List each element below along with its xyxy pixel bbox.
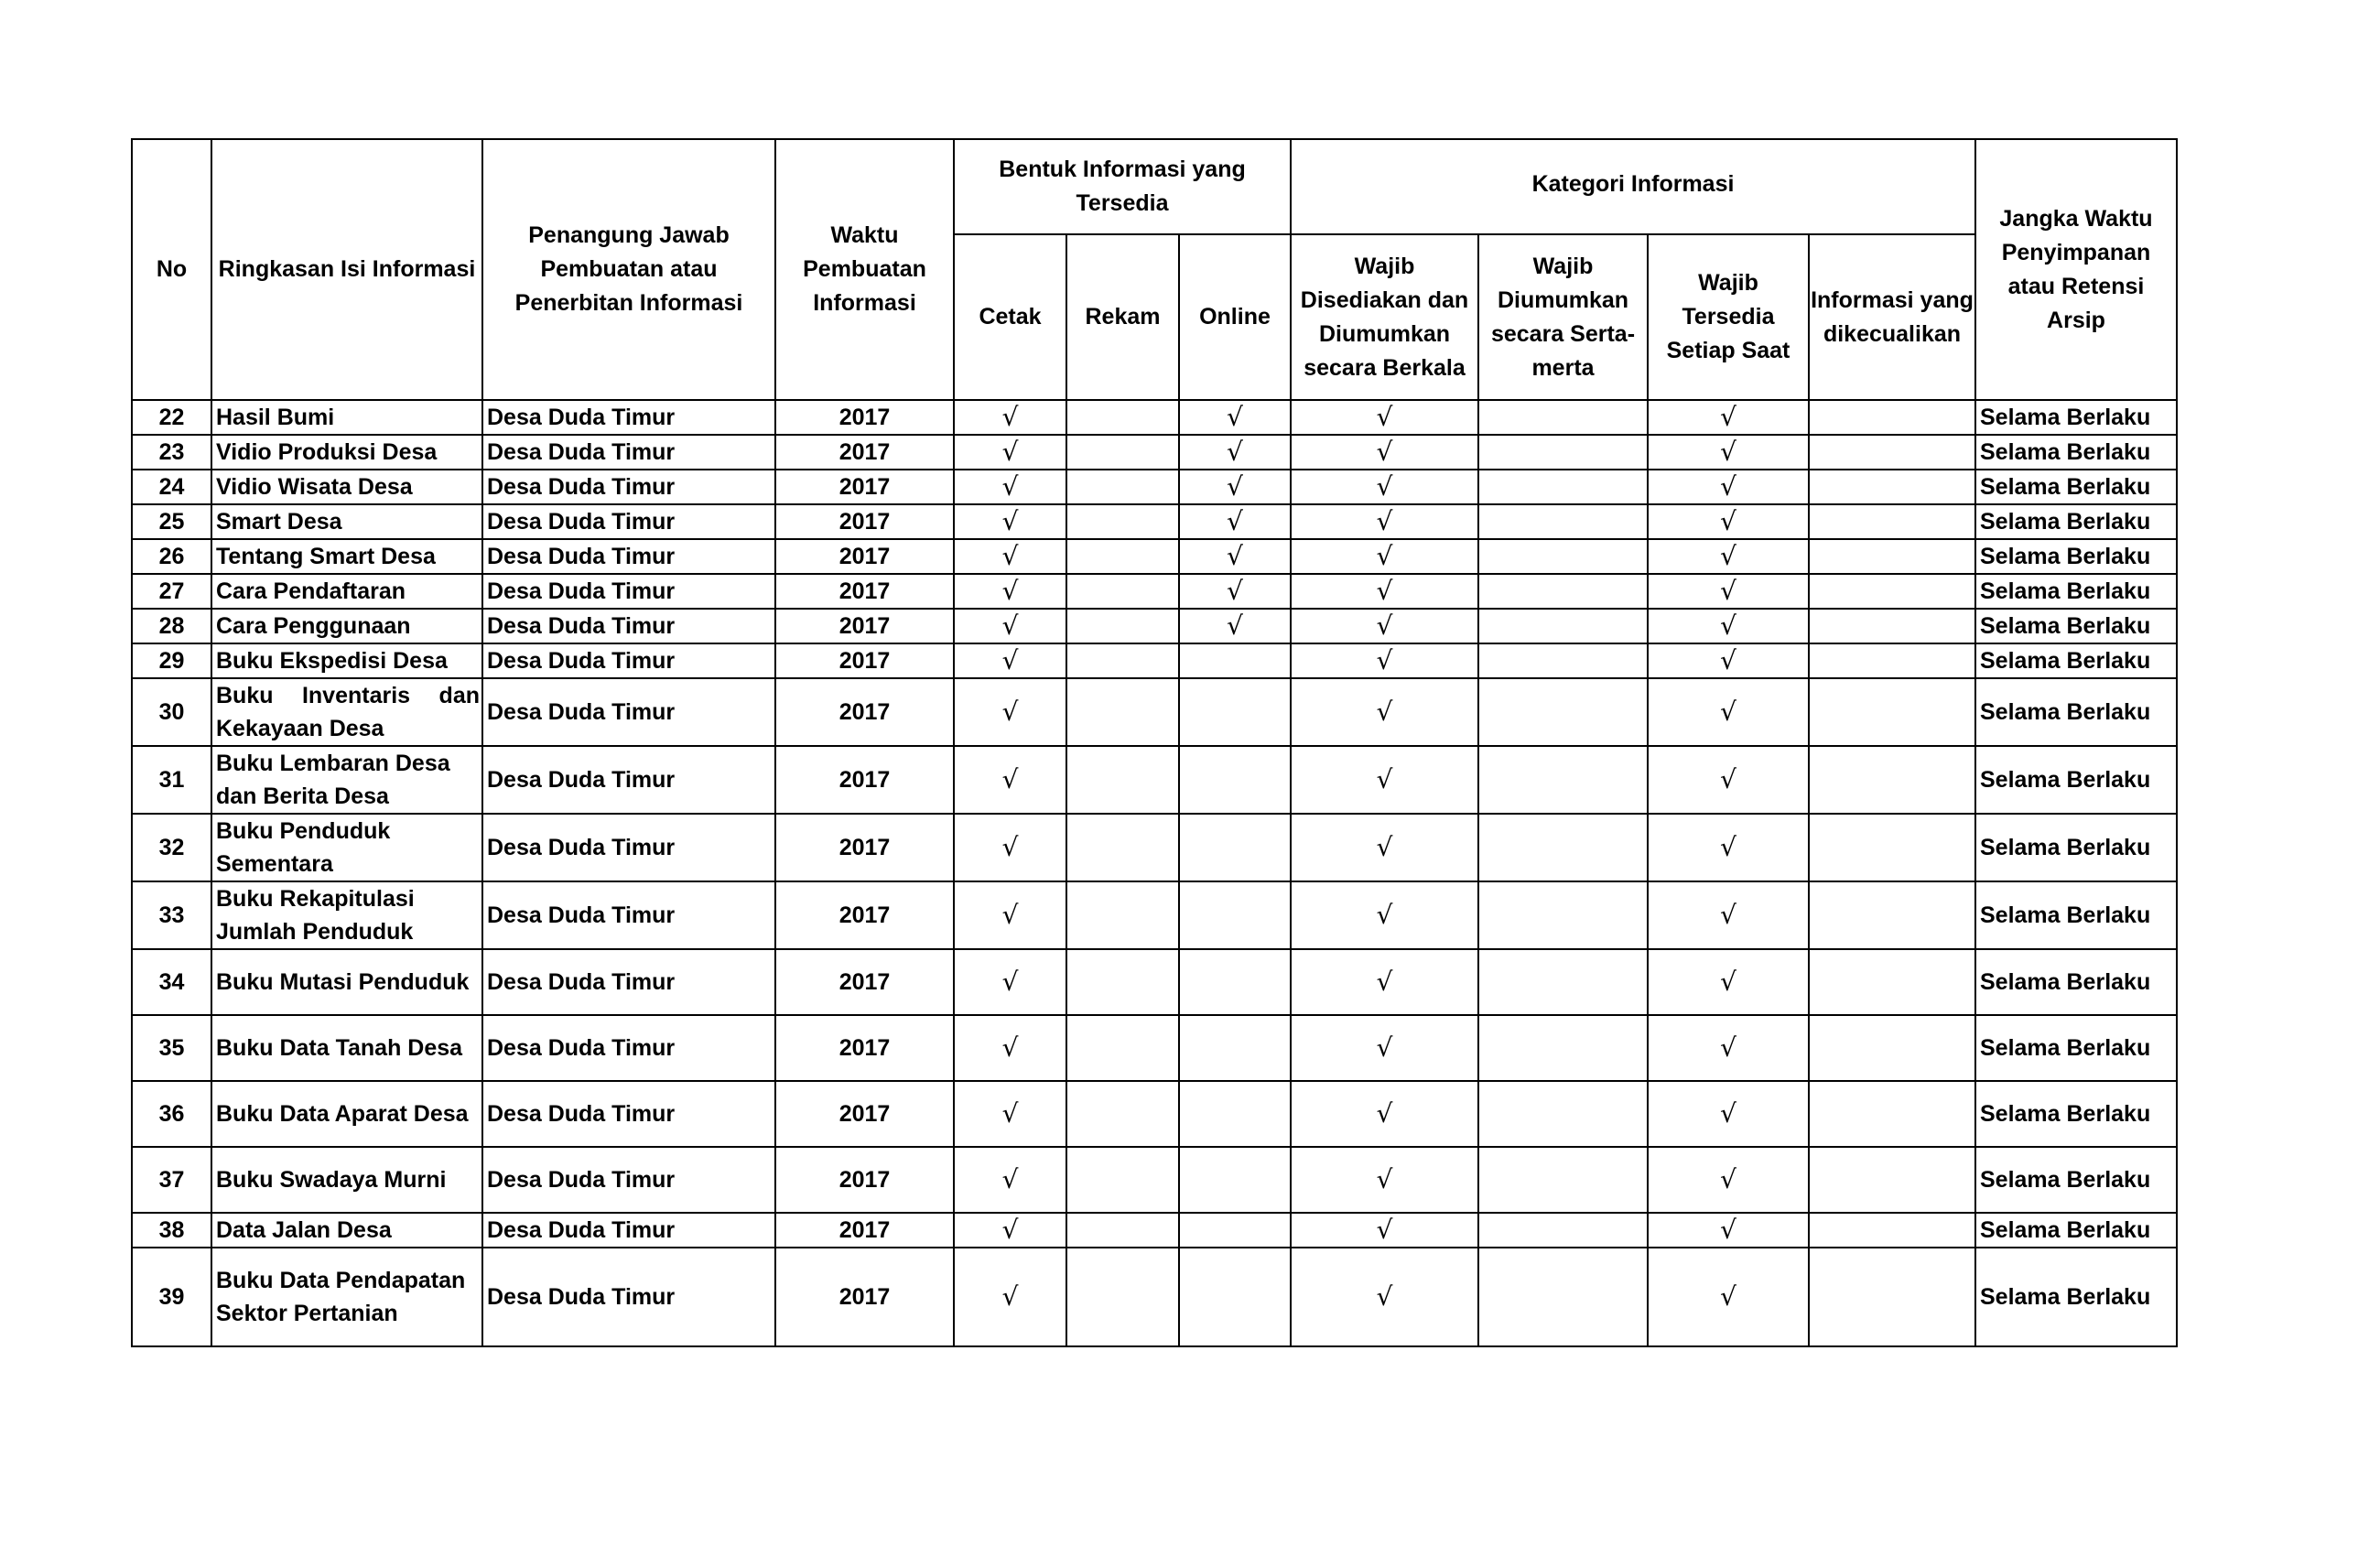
cell-rekam <box>1066 470 1179 504</box>
cell-ringkasan: Buku Inventaris dan Kekayaan Desa <box>211 678 482 746</box>
cell-rekam <box>1066 814 1179 881</box>
cell-ringkasan: Buku Swadaya Murni <box>211 1147 482 1213</box>
cell-wajib-berkala: √ <box>1291 609 1478 643</box>
cell-no: 28 <box>132 609 211 643</box>
cell-ringkasan: Buku Data Pendapatan Sektor Pertanian <box>211 1248 482 1346</box>
cell-cetak: √ <box>954 1081 1066 1147</box>
cell-no: 27 <box>132 574 211 609</box>
cell-no: 34 <box>132 949 211 1015</box>
table-row <box>132 1015 2177 1081</box>
cell-wajib-setiap-saat: √ <box>1648 1213 1809 1248</box>
cell-wajib-sertamerta <box>1478 504 1648 539</box>
cell-penanggung-jawab: Desa Duda Timur <box>482 643 775 678</box>
cell-waktu: 2017 <box>775 1081 954 1147</box>
table-row <box>132 746 2177 814</box>
cell-no: 35 <box>132 1015 211 1081</box>
cell-waktu: 2017 <box>775 1248 954 1346</box>
cell-no: 23 <box>132 435 211 470</box>
cell-online <box>1179 746 1291 814</box>
cell-jangka-waktu: Selama Berlaku <box>1975 643 2177 678</box>
cell-wajib-sertamerta <box>1478 678 1648 746</box>
table-row <box>132 949 2177 1015</box>
cell-wajib-berkala: √ <box>1291 1248 1478 1346</box>
cell-wajib-sertamerta <box>1478 1213 1648 1248</box>
header-ringkasan: Ringkasan Isi Informasi <box>211 139 482 400</box>
cell-ringkasan: Vidio Produksi Desa <box>211 435 482 470</box>
cell-dikecualikan <box>1809 574 1975 609</box>
cell-jangka-waktu: Selama Berlaku <box>1975 746 2177 814</box>
cell-cetak: √ <box>954 504 1066 539</box>
cell-penanggung-jawab: Desa Duda Timur <box>482 881 775 949</box>
table-row <box>132 678 2177 746</box>
cell-cetak: √ <box>954 678 1066 746</box>
cell-wajib-sertamerta <box>1478 539 1648 574</box>
cell-wajib-sertamerta <box>1478 1248 1648 1346</box>
cell-no: 24 <box>132 470 211 504</box>
cell-wajib-sertamerta <box>1478 1081 1648 1147</box>
cell-penanggung-jawab: Desa Duda Timur <box>482 539 775 574</box>
cell-cetak: √ <box>954 949 1066 1015</box>
cell-waktu: 2017 <box>775 881 954 949</box>
cell-dikecualikan <box>1809 678 1975 746</box>
cell-wajib-berkala: √ <box>1291 574 1478 609</box>
cell-wajib-sertamerta <box>1478 949 1648 1015</box>
cell-wajib-sertamerta <box>1478 643 1648 678</box>
table-row <box>132 609 2177 643</box>
cell-waktu: 2017 <box>775 400 954 435</box>
cell-cetak: √ <box>954 609 1066 643</box>
cell-no: 32 <box>132 814 211 881</box>
cell-wajib-setiap-saat: √ <box>1648 678 1809 746</box>
header-kategori-informasi: Kategori Informasi <box>1291 139 1975 234</box>
cell-jangka-waktu: Selama Berlaku <box>1975 881 2177 949</box>
cell-rekam <box>1066 678 1179 746</box>
cell-ringkasan: Buku Penduduk Sementara <box>211 814 482 881</box>
header-wajib-berkala: Wajib Disediakan dan Diumumkan secara Berkala <box>1291 234 1478 400</box>
cell-dikecualikan <box>1809 746 1975 814</box>
cell-wajib-setiap-saat: √ <box>1648 435 1809 470</box>
header-online: Online <box>1179 234 1291 400</box>
cell-ringkasan: Hasil Bumi <box>211 400 482 435</box>
cell-jangka-waktu: Selama Berlaku <box>1975 504 2177 539</box>
cell-dikecualikan <box>1809 504 1975 539</box>
cell-wajib-berkala: √ <box>1291 949 1478 1015</box>
cell-penanggung-jawab: Desa Duda Timur <box>482 746 775 814</box>
cell-wajib-berkala: √ <box>1291 470 1478 504</box>
cell-wajib-berkala: √ <box>1291 1147 1478 1213</box>
cell-jangka-waktu: Selama Berlaku <box>1975 1213 2177 1248</box>
cell-jangka-waktu: Selama Berlaku <box>1975 539 2177 574</box>
header-wajib-setiap-saat: Wajib Tersedia Setiap Saat <box>1648 234 1809 400</box>
cell-wajib-sertamerta <box>1478 1015 1648 1081</box>
cell-online <box>1179 1147 1291 1213</box>
cell-dikecualikan <box>1809 643 1975 678</box>
cell-dikecualikan <box>1809 1213 1975 1248</box>
table-row <box>132 435 2177 470</box>
cell-ringkasan: Buku Rekapitulasi Jumlah Penduduk <box>211 881 482 949</box>
cell-wajib-berkala: √ <box>1291 539 1478 574</box>
cell-online: √ <box>1179 609 1291 643</box>
cell-jangka-waktu: Selama Berlaku <box>1975 949 2177 1015</box>
table-header <box>132 139 2177 400</box>
cell-wajib-setiap-saat: √ <box>1648 1015 1809 1081</box>
cell-waktu: 2017 <box>775 504 954 539</box>
cell-ringkasan: Tentang Smart Desa <box>211 539 482 574</box>
cell-wajib-setiap-saat: √ <box>1648 949 1809 1015</box>
cell-jangka-waktu: Selama Berlaku <box>1975 1081 2177 1147</box>
cell-online: √ <box>1179 470 1291 504</box>
cell-dikecualikan <box>1809 1147 1975 1213</box>
cell-penanggung-jawab: Desa Duda Timur <box>482 814 775 881</box>
cell-cetak: √ <box>954 746 1066 814</box>
cell-online <box>1179 643 1291 678</box>
cell-waktu: 2017 <box>775 1015 954 1081</box>
table-row <box>132 814 2177 881</box>
cell-online <box>1179 1015 1291 1081</box>
cell-wajib-berkala: √ <box>1291 435 1478 470</box>
cell-dikecualikan <box>1809 400 1975 435</box>
cell-ringkasan: Buku Mutasi Penduduk <box>211 949 482 1015</box>
cell-ringkasan: Vidio Wisata Desa <box>211 470 482 504</box>
table-row <box>132 881 2177 949</box>
header-wajib-sertamerta: Wajib Diumumkan secara Serta-merta <box>1478 234 1648 400</box>
cell-rekam <box>1066 400 1179 435</box>
cell-cetak: √ <box>954 435 1066 470</box>
cell-ringkasan: Smart Desa <box>211 504 482 539</box>
cell-wajib-sertamerta <box>1478 609 1648 643</box>
table-row <box>132 470 2177 504</box>
cell-rekam <box>1066 609 1179 643</box>
cell-online: √ <box>1179 504 1291 539</box>
cell-waktu: 2017 <box>775 678 954 746</box>
header-penanggung-jawab: Penangung Jawab Pembuatan atau Penerbitan Informasi <box>482 139 775 400</box>
cell-ringkasan: Buku Data Tanah Desa <box>211 1015 482 1081</box>
cell-wajib-setiap-saat: √ <box>1648 1248 1809 1346</box>
cell-online <box>1179 1081 1291 1147</box>
cell-wajib-setiap-saat: √ <box>1648 814 1809 881</box>
cell-wajib-setiap-saat: √ <box>1648 643 1809 678</box>
cell-waktu: 2017 <box>775 814 954 881</box>
cell-wajib-berkala: √ <box>1291 1081 1478 1147</box>
cell-online <box>1179 1213 1291 1248</box>
cell-dikecualikan <box>1809 609 1975 643</box>
cell-wajib-sertamerta <box>1478 746 1648 814</box>
cell-penanggung-jawab: Desa Duda Timur <box>482 504 775 539</box>
cell-wajib-berkala: √ <box>1291 678 1478 746</box>
cell-cetak: √ <box>954 574 1066 609</box>
cell-penanggung-jawab: Desa Duda Timur <box>482 400 775 435</box>
cell-ringkasan: Data Jalan Desa <box>211 1213 482 1248</box>
cell-no: 22 <box>132 400 211 435</box>
cell-rekam <box>1066 746 1179 814</box>
cell-cetak: √ <box>954 881 1066 949</box>
cell-rekam <box>1066 643 1179 678</box>
cell-wajib-berkala: √ <box>1291 746 1478 814</box>
cell-online: √ <box>1179 400 1291 435</box>
cell-waktu: 2017 <box>775 949 954 1015</box>
cell-rekam <box>1066 1248 1179 1346</box>
table-row <box>132 400 2177 435</box>
cell-wajib-setiap-saat: √ <box>1648 470 1809 504</box>
header-bentuk-informasi: Bentuk Informasi yang Tersedia <box>954 139 1291 234</box>
table-row <box>132 1147 2177 1213</box>
cell-rekam <box>1066 539 1179 574</box>
cell-dikecualikan <box>1809 1081 1975 1147</box>
table-row <box>132 1213 2177 1248</box>
cell-wajib-berkala: √ <box>1291 1015 1478 1081</box>
cell-jangka-waktu: Selama Berlaku <box>1975 678 2177 746</box>
cell-wajib-setiap-saat: √ <box>1648 881 1809 949</box>
cell-wajib-berkala: √ <box>1291 400 1478 435</box>
cell-jangka-waktu: Selama Berlaku <box>1975 609 2177 643</box>
cell-wajib-sertamerta <box>1478 814 1648 881</box>
cell-no: 38 <box>132 1213 211 1248</box>
cell-rekam <box>1066 435 1179 470</box>
cell-online <box>1179 1248 1291 1346</box>
cell-wajib-berkala: √ <box>1291 881 1478 949</box>
cell-wajib-sertamerta <box>1478 574 1648 609</box>
cell-dikecualikan <box>1809 1015 1975 1081</box>
cell-jangka-waktu: Selama Berlaku <box>1975 814 2177 881</box>
cell-rekam <box>1066 949 1179 1015</box>
cell-cetak: √ <box>954 814 1066 881</box>
cell-wajib-setiap-saat: √ <box>1648 1081 1809 1147</box>
table-body <box>132 400 2177 1346</box>
header-dikecualikan: Informasi yang dikecualikan <box>1809 234 1975 400</box>
cell-wajib-setiap-saat: √ <box>1648 504 1809 539</box>
cell-cetak: √ <box>954 539 1066 574</box>
cell-waktu: 2017 <box>775 539 954 574</box>
cell-dikecualikan <box>1809 949 1975 1015</box>
cell-no: 39 <box>132 1248 211 1346</box>
cell-dikecualikan <box>1809 814 1975 881</box>
cell-cetak: √ <box>954 1213 1066 1248</box>
cell-jangka-waktu: Selama Berlaku <box>1975 470 2177 504</box>
table-row <box>132 1081 2177 1147</box>
cell-rekam <box>1066 504 1179 539</box>
cell-wajib-berkala: √ <box>1291 1213 1478 1248</box>
cell-no: 26 <box>132 539 211 574</box>
cell-jangka-waktu: Selama Berlaku <box>1975 1147 2177 1213</box>
cell-rekam <box>1066 1081 1179 1147</box>
cell-wajib-berkala: √ <box>1291 504 1478 539</box>
table-row <box>132 1248 2177 1346</box>
cell-rekam <box>1066 1213 1179 1248</box>
header-jangka-waktu: Jangka Waktu Penyimpanan atau Retensi Arsip <box>1975 139 2177 400</box>
cell-wajib-setiap-saat: √ <box>1648 1147 1809 1213</box>
cell-no: 33 <box>132 881 211 949</box>
cell-penanggung-jawab: Desa Duda Timur <box>482 1015 775 1081</box>
cell-penanggung-jawab: Desa Duda Timur <box>482 678 775 746</box>
cell-cetak: √ <box>954 1248 1066 1346</box>
cell-waktu: 2017 <box>775 1147 954 1213</box>
cell-jangka-waktu: Selama Berlaku <box>1975 574 2177 609</box>
cell-rekam <box>1066 1147 1179 1213</box>
cell-wajib-setiap-saat: √ <box>1648 746 1809 814</box>
cell-online: √ <box>1179 539 1291 574</box>
cell-penanggung-jawab: Desa Duda Timur <box>482 574 775 609</box>
cell-cetak: √ <box>954 643 1066 678</box>
cell-online <box>1179 678 1291 746</box>
cell-rekam <box>1066 881 1179 949</box>
cell-cetak: √ <box>954 400 1066 435</box>
cell-wajib-berkala: √ <box>1291 643 1478 678</box>
cell-waktu: 2017 <box>775 435 954 470</box>
cell-jangka-waktu: Selama Berlaku <box>1975 1248 2177 1346</box>
cell-ringkasan: Buku Ekspedisi Desa <box>211 643 482 678</box>
information-table <box>131 138 2178 1347</box>
header-rekam: Rekam <box>1066 234 1179 400</box>
cell-online <box>1179 881 1291 949</box>
cell-no: 31 <box>132 746 211 814</box>
table-row <box>132 504 2177 539</box>
cell-jangka-waktu: Selama Berlaku <box>1975 1015 2177 1081</box>
cell-cetak: √ <box>954 1147 1066 1213</box>
cell-jangka-waktu: Selama Berlaku <box>1975 435 2177 470</box>
cell-waktu: 2017 <box>775 470 954 504</box>
cell-penanggung-jawab: Desa Duda Timur <box>482 470 775 504</box>
cell-ringkasan: Cara Pendaftaran <box>211 574 482 609</box>
cell-wajib-berkala: √ <box>1291 814 1478 881</box>
cell-ringkasan: Buku Data Aparat Desa <box>211 1081 482 1147</box>
cell-jangka-waktu: Selama Berlaku <box>1975 400 2177 435</box>
cell-penanggung-jawab: Desa Duda Timur <box>482 949 775 1015</box>
cell-penanggung-jawab: Desa Duda Timur <box>482 1081 775 1147</box>
cell-waktu: 2017 <box>775 1213 954 1248</box>
cell-wajib-sertamerta <box>1478 881 1648 949</box>
cell-online: √ <box>1179 435 1291 470</box>
cell-no: 25 <box>132 504 211 539</box>
cell-dikecualikan <box>1809 435 1975 470</box>
cell-penanggung-jawab: Desa Duda Timur <box>482 1213 775 1248</box>
cell-dikecualikan <box>1809 470 1975 504</box>
table-row <box>132 643 2177 678</box>
cell-ringkasan: Buku Lembaran Desa dan Berita Desa <box>211 746 482 814</box>
cell-wajib-setiap-saat: √ <box>1648 400 1809 435</box>
cell-rekam <box>1066 574 1179 609</box>
cell-no: 36 <box>132 1081 211 1147</box>
cell-penanggung-jawab: Desa Duda Timur <box>482 1147 775 1213</box>
cell-rekam <box>1066 1015 1179 1081</box>
cell-no: 37 <box>132 1147 211 1213</box>
cell-waktu: 2017 <box>775 609 954 643</box>
cell-wajib-setiap-saat: √ <box>1648 574 1809 609</box>
cell-dikecualikan <box>1809 881 1975 949</box>
cell-penanggung-jawab: Desa Duda Timur <box>482 1248 775 1346</box>
cell-online <box>1179 949 1291 1015</box>
header-waktu-pembuatan: Waktu Pembuatan Informasi <box>775 139 954 400</box>
header-row-top <box>132 139 2177 234</box>
cell-no: 29 <box>132 643 211 678</box>
header-no: No <box>132 139 211 400</box>
cell-wajib-setiap-saat: √ <box>1648 609 1809 643</box>
cell-wajib-setiap-saat: √ <box>1648 539 1809 574</box>
cell-online: √ <box>1179 574 1291 609</box>
cell-wajib-sertamerta <box>1478 470 1648 504</box>
header-cetak: Cetak <box>954 234 1066 400</box>
cell-dikecualikan <box>1809 1248 1975 1346</box>
cell-penanggung-jawab: Desa Duda Timur <box>482 609 775 643</box>
cell-cetak: √ <box>954 470 1066 504</box>
cell-waktu: 2017 <box>775 574 954 609</box>
cell-wajib-sertamerta <box>1478 435 1648 470</box>
cell-waktu: 2017 <box>775 643 954 678</box>
cell-wajib-sertamerta <box>1478 400 1648 435</box>
cell-ringkasan: Cara Penggunaan <box>211 609 482 643</box>
cell-online <box>1179 814 1291 881</box>
table-row <box>132 574 2177 609</box>
cell-cetak: √ <box>954 1015 1066 1081</box>
cell-penanggung-jawab: Desa Duda Timur <box>482 435 775 470</box>
cell-waktu: 2017 <box>775 746 954 814</box>
cell-no: 30 <box>132 678 211 746</box>
cell-dikecualikan <box>1809 539 1975 574</box>
cell-wajib-sertamerta <box>1478 1147 1648 1213</box>
table-row <box>132 539 2177 574</box>
